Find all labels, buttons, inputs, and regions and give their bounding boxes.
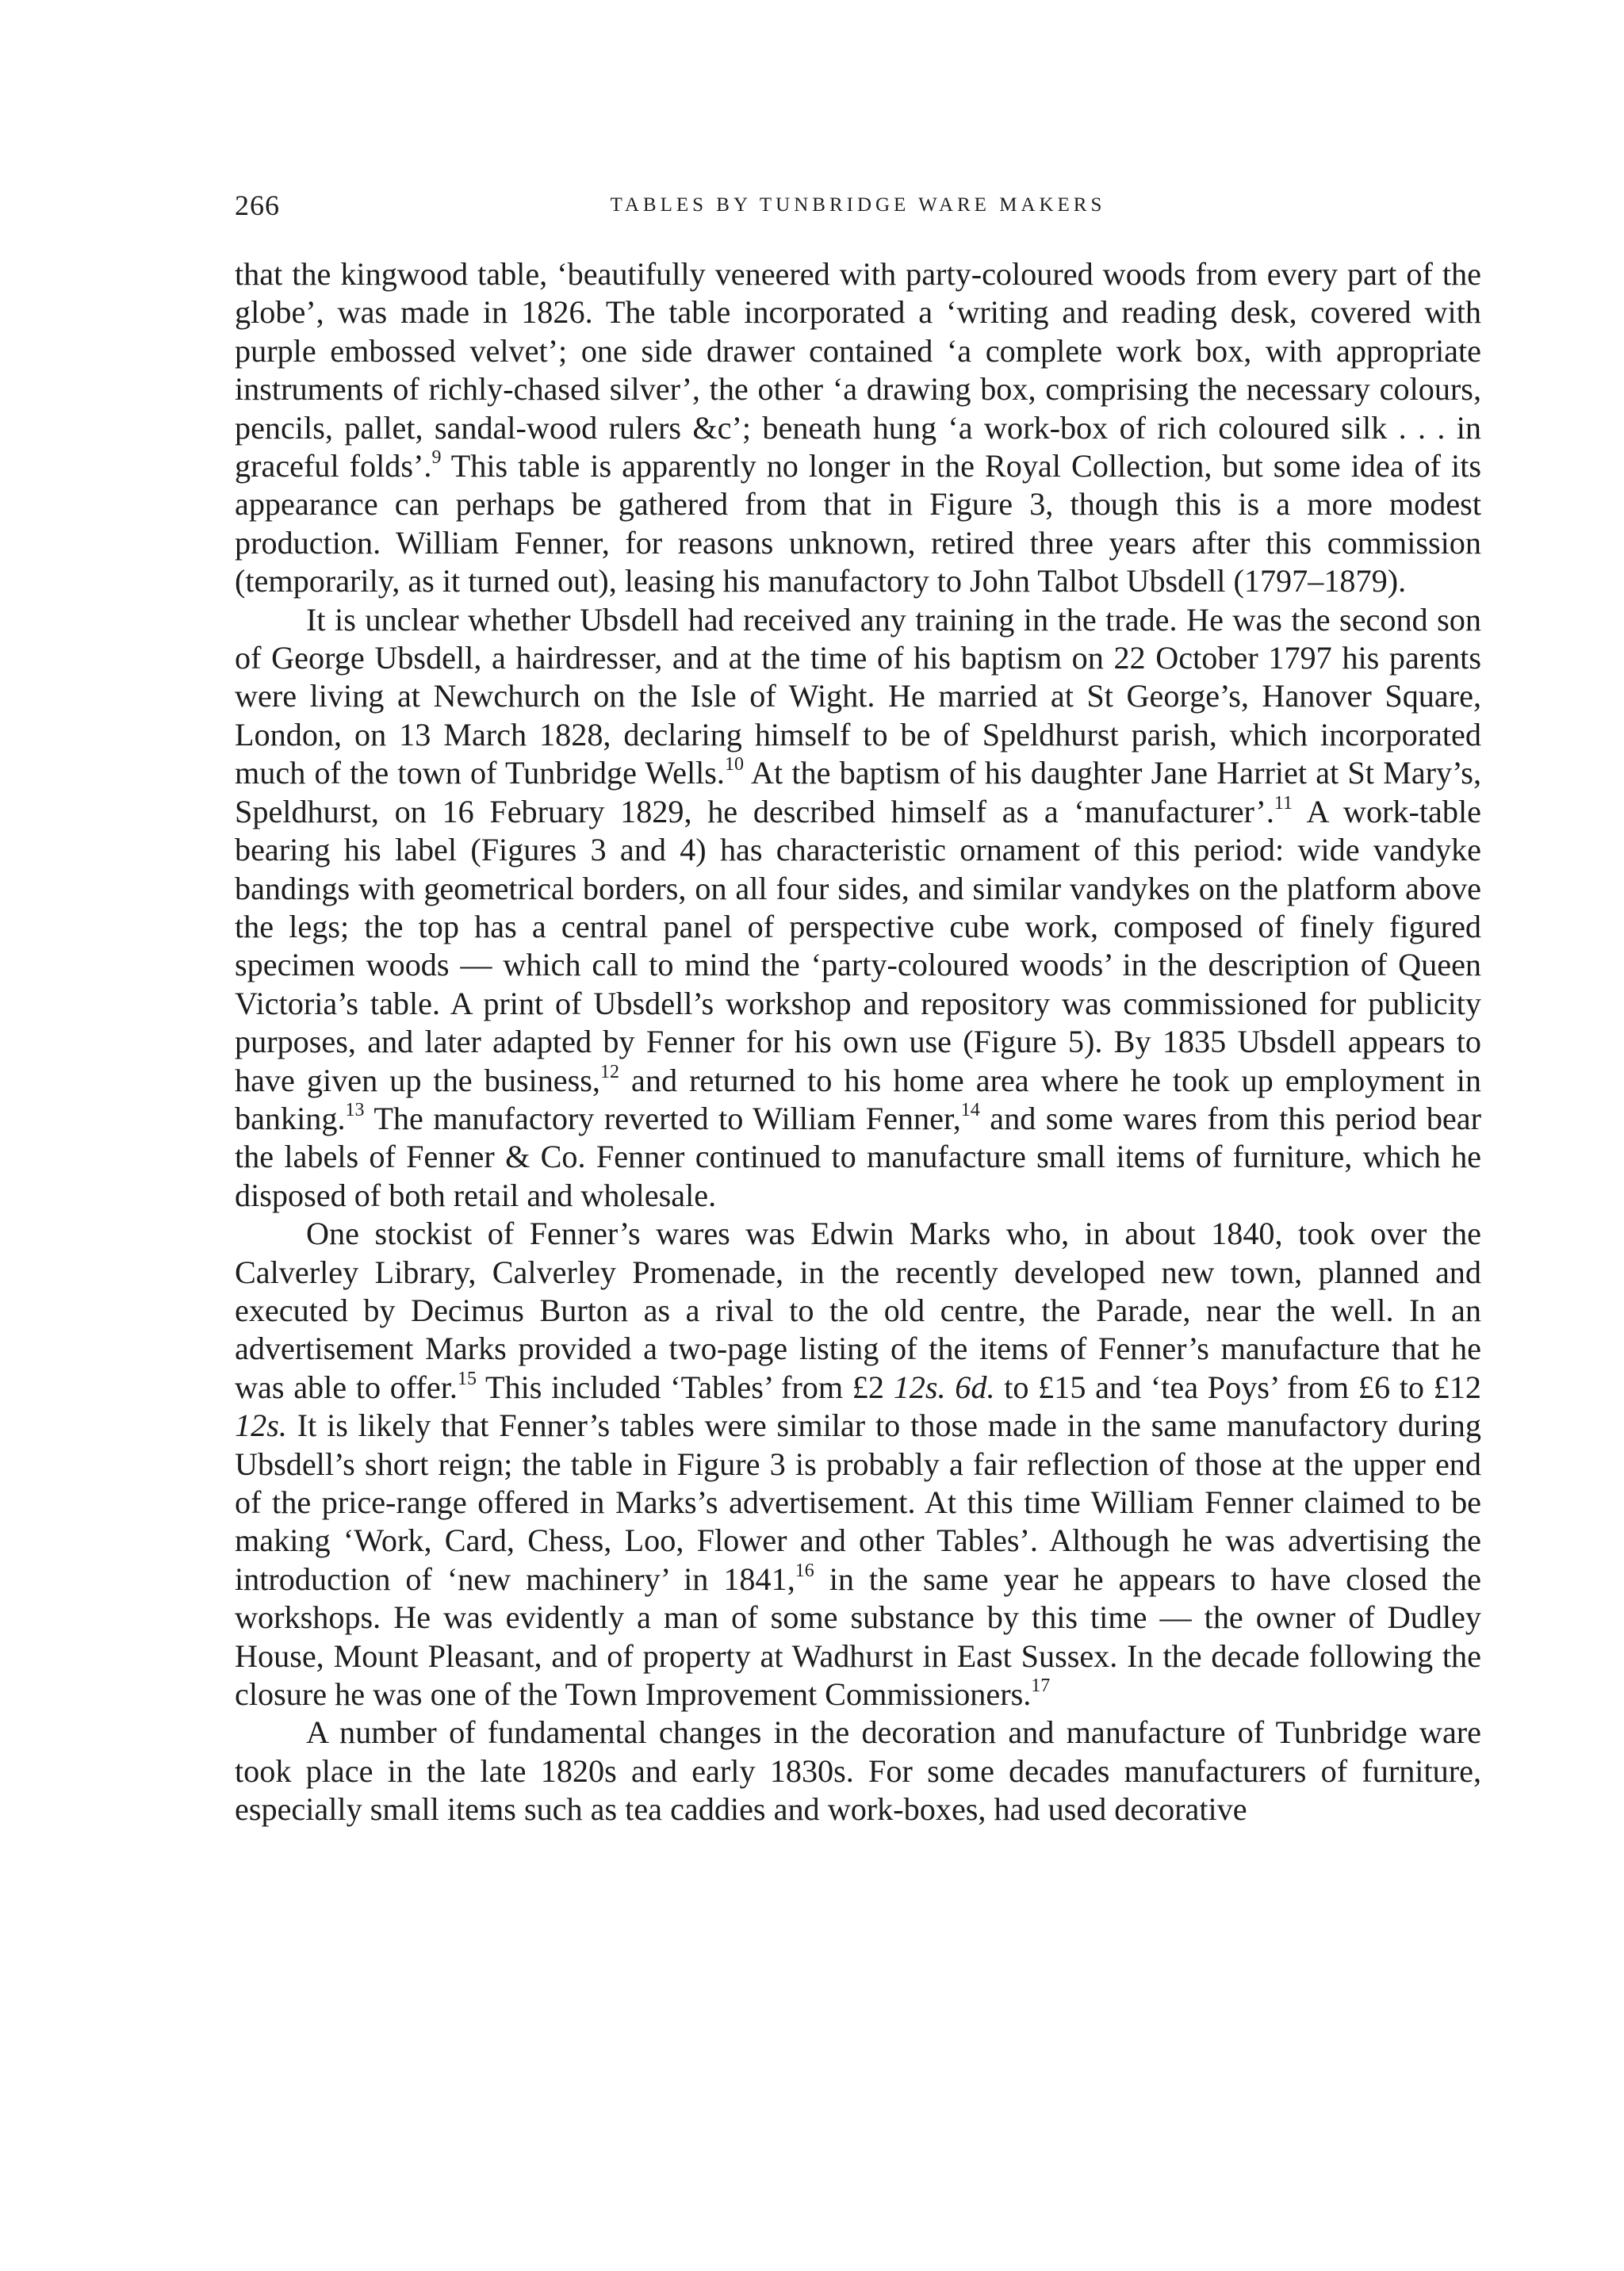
footnote-ref[interactable]: 11 (1274, 792, 1293, 814)
paragraph (235, 1215, 1481, 1714)
text-run: A number of fundamental changes in the decoration and manufacture of Tunbridge ware took place in the late 1820s and early 1830s. For some decades manufacturers of furniture, especially small items such as tea caddies and work-boxes, had used decorative (235, 1714, 1481, 1828)
italic-text: 12s. (235, 1407, 287, 1444)
text-run: that the kingwood table, ‘beautifully veneered with party-coloured woods from every part of the globe’, was made in 1826. The table incorporated a ‘writing and reading desk, covered with purple embossed velvet’; one side drawer contained ‘a complete work box, with appropriate instruments of richly-chased silver’, the other ‘a drawing box, comprising the necessary colours, pencils, pallet, sandal-wood rulers &c’; beneath hung ‘a work-box of rich coloured silk . . . in graceful folds’. (235, 256, 1481, 484)
paragraph (235, 1714, 1481, 1829)
text-run: to £15 and ‘tea Poys’ from £6 to £12 (994, 1369, 1482, 1405)
footnote-ref[interactable]: 14 (960, 1099, 980, 1120)
text-run: One stockist of Fenner’s wares was Edwin Marks who, in about 1840, took over the Calverley Library, Calverley Promenade, in the recently developed new town, planned and executed by Decimus Burton as a rival to the old centre, the Parade, near the well. In an advertisement Marks provided a two-page listing of the items of Fenner’s manufacture that he was able to offer. (235, 1216, 1481, 1405)
text-run: This table is apparently no longer in the Royal Collection, but some idea of its appearance can perhaps be gathered from that in Figure 3, though this is a more modest production. William Fenner, for reasons unknown, retired three years after this commission (temporarily, as it turned out), leasing his manufactory to John Talbot Ubsdell (1797–1879). (235, 448, 1481, 599)
text-run: The manufactory reverted to William Fenner, (364, 1100, 961, 1136)
running-head: TABLES BY TUNBRIDGE WARE MAKERS (610, 194, 1106, 216)
footnote-ref[interactable]: 16 (795, 1560, 814, 1581)
paragraph (235, 601, 1481, 1216)
text-run: and some wares from this period bear the labels of Fenner & Co. Fenner continued to manufacture small items of furniture, which he disposed of both retail and wholesale. (235, 1100, 1481, 1213)
footnote-ref[interactable]: 10 (724, 754, 744, 776)
text-run: It is likely that Fenner’s tables were similar to those made in the same manufactory during Ubsdell’s short reign; the table in Figure 3 is probably a fair reflection of those at the upper end of the price-range offered in Marks’s advertisement. At this time William Fenner claimed to be making ‘Work, Card, Chess, Loo, Flower and other Tables’. Although he was advertising the introduction of ‘new machinery’ in 1841, (235, 1407, 1481, 1597)
page-number: 266 (235, 190, 280, 221)
paragraph (235, 255, 1481, 601)
text-run: This included ‘Tables’ from £2 (476, 1369, 894, 1405)
footnote-ref[interactable]: 12 (599, 1061, 619, 1082)
italic-text: 12s. 6d. (893, 1369, 995, 1405)
text-run: in the same year he appears to have closed the workshops. He was evidently a man of some substance by this time — the owner of Dudley House, Mount Pleasant, and of property at Wadhurst in East Sussex. In the decade following the closure he was one of the Town Improvement Commissioners. (235, 1561, 1481, 1713)
footnote-ref[interactable]: 17 (1031, 1675, 1051, 1697)
body-text (235, 255, 1481, 1829)
text-run: A work-table bearing his label (Figures 3 and 4) has characteristic ornament of this period: wide vandyke bandings with geometrical borders, on all four sides, and similar vandykes on the platform above the legs; the top has a central panel of perspective cube work, composed of finely figured specimen woods — which call to mind the ‘party-coloured woods’ in the description of Queen Victoria’s table. A print of Ubsdell’s workshop and repository was commissioned for publicity purposes, and later adapted by Fenner for his own use (Figure 5). By 1835 Ubsdell appears to have given up the business, (235, 793, 1481, 1098)
page-header (235, 186, 1481, 225)
text-run: At the baptism of his daughter Jane Harriet at St Mary’s, Speldhurst, on 16 February 1829, he described himself as a ‘manufacturer’. (235, 755, 1481, 829)
text-run: It is unclear whether Ubsdell had received any training in the trade. He was the second son of George Ubsdell, a hairdresser, and at the time of his baptism on 22 October 1797 his parents were living at Newchurch on the Isle of Wight. He married at St George’s, Hanover Square, London, on 13 March 1828, declaring himself to be of Speldhurst parish, which incorporated much of the town of Tunbridge Wells. (235, 601, 1481, 791)
footnote-ref[interactable]: 9 (431, 447, 442, 469)
footnote-ref[interactable]: 15 (457, 1368, 477, 1389)
footnote-ref[interactable]: 13 (345, 1099, 365, 1120)
text-run: and returned to his home area where he took up employment in banking. (235, 1062, 1481, 1136)
